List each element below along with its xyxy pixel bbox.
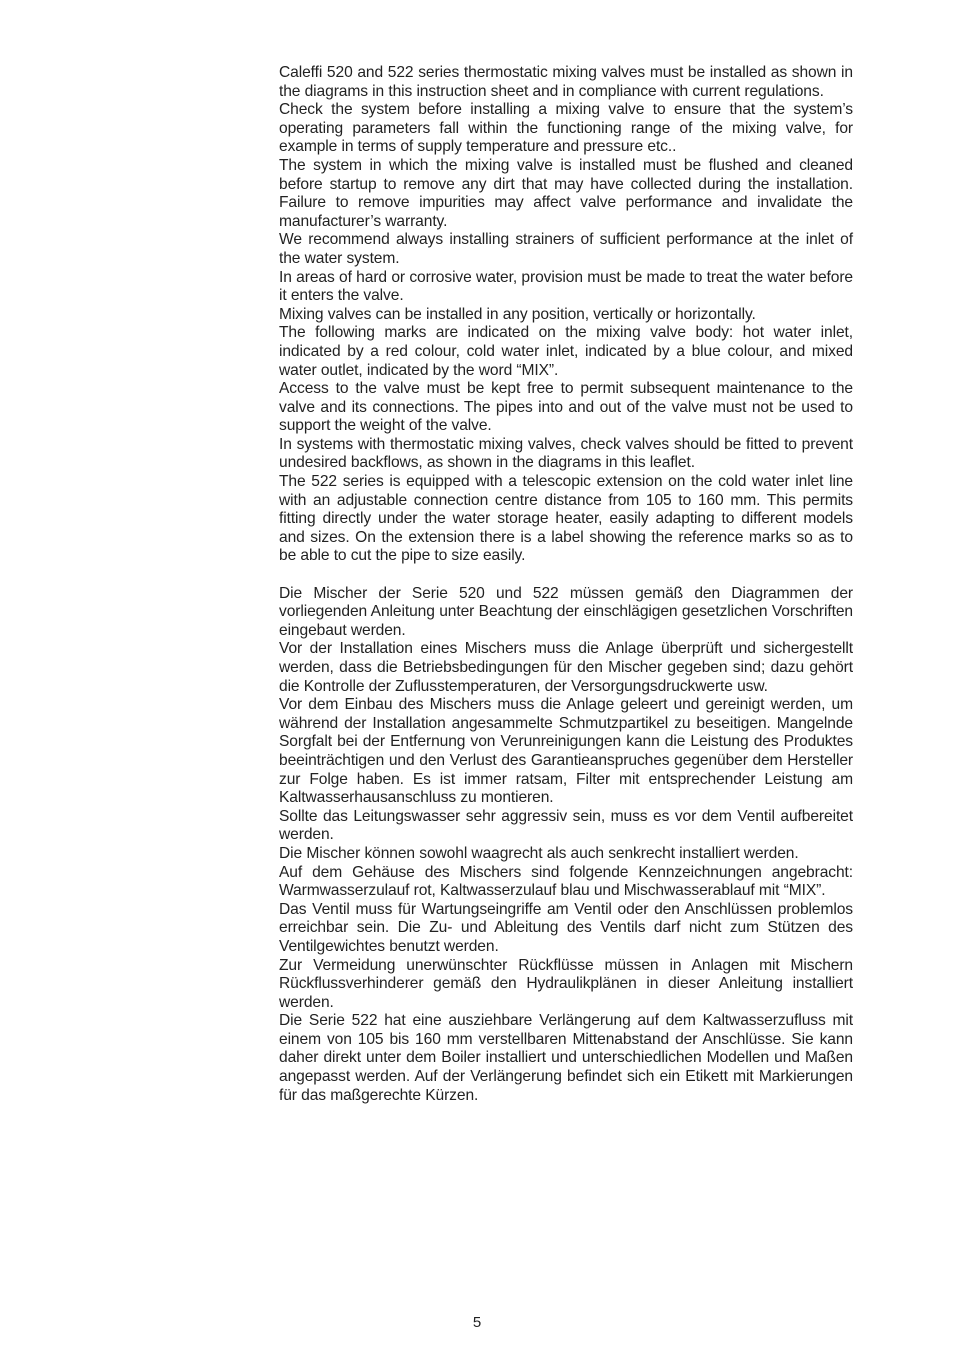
paragraph-de-5: Die Mischer können sowohl waagrecht als auch senkrecht installiert werden. xyxy=(279,844,799,862)
paragraph-en-9: In systems with thermostatic mixing valves, check valves should be fitted to prevent undesired backflows, as shown in the diagrams in this leaflet. xyxy=(279,435,853,472)
paragraph-de-6: Auf dem Gehäuse des Mischers sind folgende Kennzeichnungen angebracht: Warmwasserzulauf rot, Kaltwasserzulauf blau und Mischwasserablauf mit “MIX”. xyxy=(279,863,853,900)
paragraph-de-4: Sollte das Leitungswasser sehr aggressiv sein, muss es vor dem Ventil aufbereitet werden. xyxy=(279,807,853,844)
paragraph-en-10: The 522 series is equipped with a telescopic extension on the cold water inlet line with an adjustable connection centre distance from 105 to 160 mm. This permits fitting directly under the water storage heater, easily adapting to different models and sizes. On the extension there is a label showing the reference marks so as to be able to cut the pipe to size easily. xyxy=(279,473,853,565)
paragraph-en-3: The system in which the mixing valve is installed must be flushed and cleaned before startup to remove any dirt that may have collected during the installation. Failure to remove impurities may affect valve performance and invalidate the manufacturer’s warranty. xyxy=(279,156,853,230)
text-column xyxy=(279,64,853,1105)
paragraph-de-8: Zur Vermeidung unerwünschter Rückflüsse müssen in Anlagen mit Mischern Rückflussverhinderer gemäß den Hydraulikplänen in dieser Anleitung installiert werden. xyxy=(279,956,853,1011)
paragraph-en-4: We recommend always installing strainers of sufficient performance at the inlet of the water system. xyxy=(279,231,853,267)
page-number: 5 xyxy=(472,1314,482,1331)
paragraph-en-5: In areas of hard or corrosive water, provision must be made to treat the water before it enters the valve. xyxy=(279,268,853,305)
paragraph-de-1: Die Mischer der Serie 520 und 522 müssen gemäß den Diagrammen der vorliegenden Anleitung unter Beachtung der einschlägigen gesetzlichen Vorschriften eingebaut werden. xyxy=(279,584,853,639)
paragraph-en-8: Access to the valve must be kept free to permit subsequent maintenance to the valve and its connections. The pipes into and out of the valve must not be used to support the weight of the valve. xyxy=(279,380,853,435)
english-section xyxy=(279,64,853,566)
section-spacer xyxy=(279,566,853,585)
german-section xyxy=(279,585,853,1106)
paragraph-en-2: Check the system before installing a mixing valve to ensure that the system’s operating parameters fall within the functioning range of the mixing valve, for example in terms of supply temperature and pressure etc.. xyxy=(279,101,853,156)
paragraph-en-1: Caleffi 520 and 522 series thermostatic mixing valves must be installed as shown in the diagrams in this instruction sheet and in compliance with current regulations. xyxy=(279,64,853,100)
paragraph-de-3: Vor dem Einbau des Mischers muss die Anlage geleert und gereinigt werden, um während der Installation angesammelte Schmutzpartikel zu beseitigen. Mangelnde Sorgfalt bei der Entfernung von Verunreinigungen kann die Leistung des Produktes beeinträchtigen und den Verlust des Garantieanspruches gegenüber dem Hersteller zur Folge haben. Es ist immer ratsam, Filter mit entsprechender Leistung am Kaltwasserhausanschluss zu montieren. xyxy=(279,696,853,807)
paragraph-de-2: Vor der Installation eines Mischers muss die Anlage überprüft und sichergestellt werden, dass die Betriebsbedingungen für den Mischer gegeben sind; dazu gehört die Kontrolle der Zuflusstemperaturen, der Versorgungsdruckwerte usw. xyxy=(279,640,853,695)
paragraph-de-9: Die Serie 522 hat eine ausziehbare Verlängerung auf dem Kaltwasserzufluss mit einem von 105 bis 160 mm verstellbaren Mittenabstand der Anschlüsse. Sie kann daher direkt unter dem Boiler installiert und unterschiedlichen Modellen und Maßen angepasst werden. Auf der Verlängerung befindet sich ein Etikett mit Markierungen für das maßgerechte Kürzen. xyxy=(279,1012,853,1104)
paragraph-en-6: Mixing valves can be installed in any position, vertically or horizontally. xyxy=(279,305,756,323)
paragraph-en-7: The following marks are indicated on the mixing valve body: hot water inlet, indicated by a red colour, cold water inlet, indicated by a blue colour, and mixed water outlet, indicated by the word “MIX”. xyxy=(279,324,853,379)
paragraph-de-7: Das Ventil muss für Wartungseingriffe am Ventil oder den Anschlüssen problemlos erreichbar sein. Die Zu- und Ableitung des Ventils darf nicht zum Stützen des Ventilgewichtes benutzt werden. xyxy=(279,900,853,955)
